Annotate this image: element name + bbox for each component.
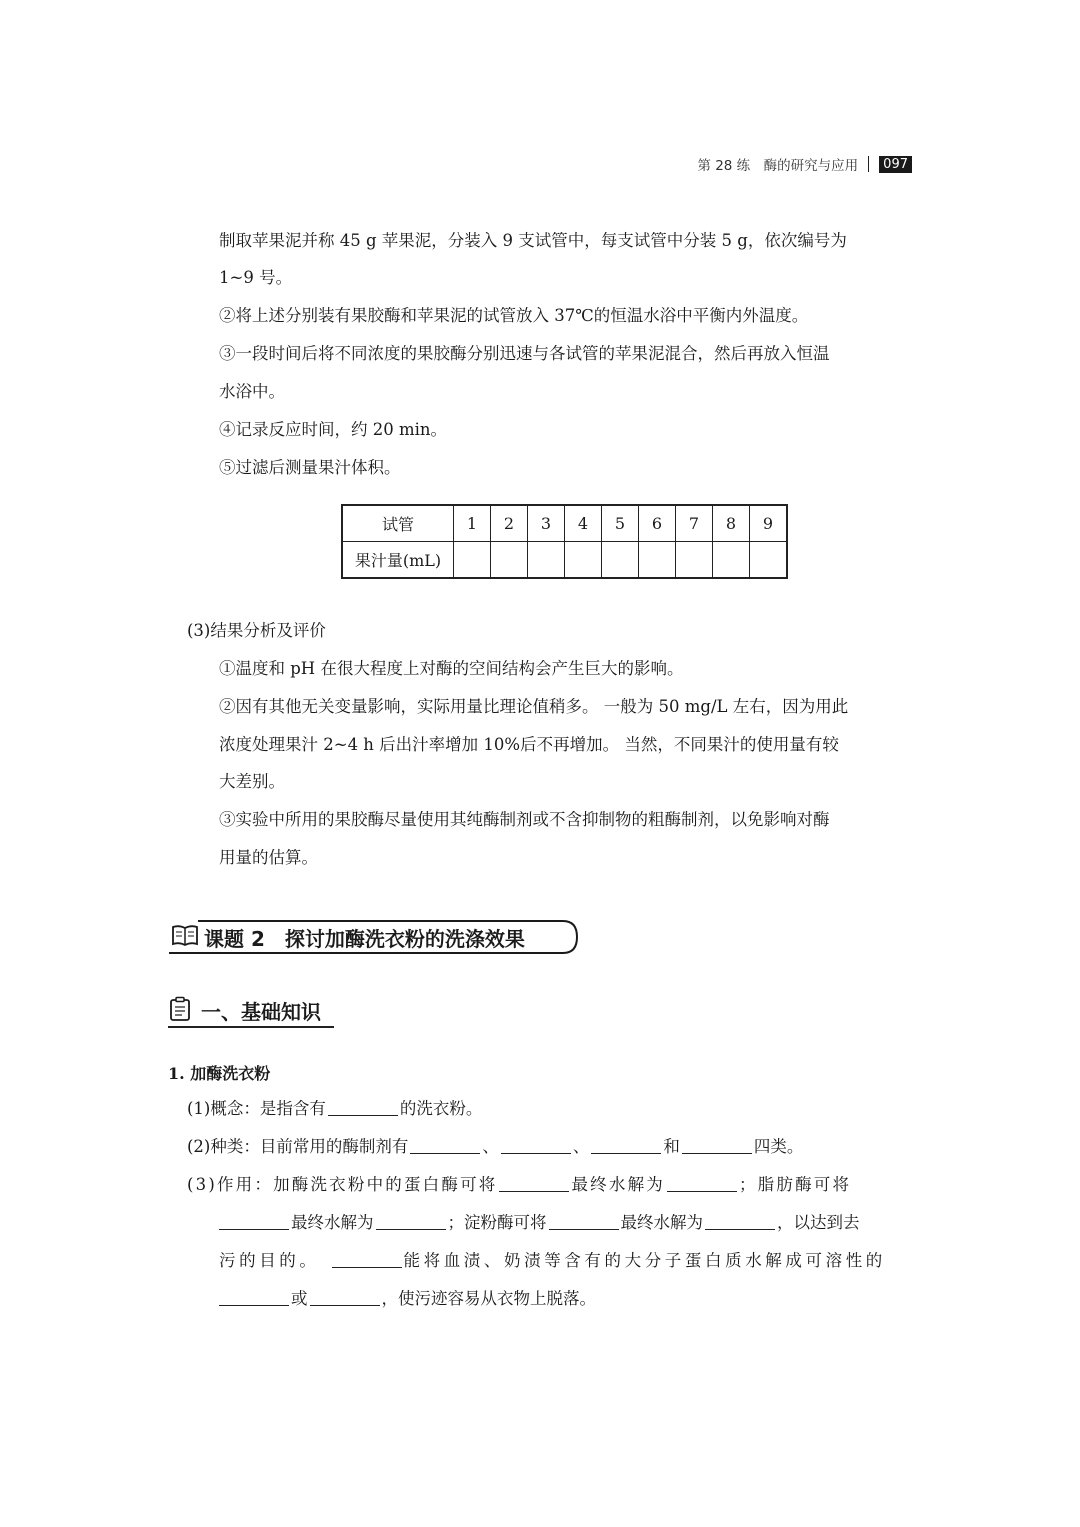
- empty-cell: [602, 542, 639, 579]
- q3-text: 或: [291, 1289, 308, 1308]
- tube-number: 5: [602, 505, 639, 542]
- empty-cell: [676, 542, 713, 579]
- q3-text: (3)作用：加酶洗衣粉中的蛋白酶可将: [187, 1175, 498, 1194]
- step-2: ②将上述分别装有果胶酶和苹果泥的试管放入 37℃的恒温水浴中平衡内外温度。: [219, 306, 809, 325]
- answer-blank[interactable]: [591, 1152, 661, 1154]
- empty-cell: [639, 542, 676, 579]
- empty-cell: [713, 542, 750, 579]
- q3-text: 污的目的。: [219, 1251, 320, 1270]
- step-line-1: 制取苹果泥并称 45 g 苹果泥，分装入 9 支试管中，每支试管中分装 5 g，依次编号为: [219, 231, 847, 250]
- tube-number: 6: [639, 505, 676, 542]
- page-number: 097: [879, 156, 912, 173]
- q2-and: 和: [663, 1137, 680, 1156]
- empty-cell: [565, 542, 602, 579]
- answer-blank[interactable]: [705, 1228, 775, 1230]
- analysis-point-3-line-1: ③实验中所用的果胶酶尽量使用其纯酶制剂或不含抑制物的粗酶制剂，以免影响对酶: [219, 810, 830, 829]
- juice-volume-table: [341, 504, 788, 579]
- table-header-row: [342, 505, 787, 542]
- analysis-point-2-line-1: ②因有其他无关变量影响，实际用量比理论值稍多。 一般为 50 mg/L 左右，因为用此: [219, 697, 849, 716]
- q3-text: ；淀粉酶可将: [447, 1213, 547, 1232]
- clipboard-icon: [169, 996, 191, 1022]
- analysis-point-1: ①温度和 pH 在很大程度上对酶的空间结构会产生巨大的影响。: [219, 659, 684, 678]
- question-3-line-4: [219, 1289, 596, 1309]
- answer-blank[interactable]: [682, 1152, 752, 1154]
- answer-blank[interactable]: [410, 1152, 480, 1154]
- answer-blank[interactable]: [310, 1304, 380, 1306]
- step-line-2: 1~9 号。: [219, 268, 293, 287]
- question-3-line-3: [219, 1251, 886, 1271]
- tube-number: 3: [528, 505, 565, 542]
- open-book-icon: [171, 924, 199, 948]
- question-3-line-2: [219, 1213, 860, 1233]
- analysis-point-2-line-3: 大差别。: [219, 772, 285, 791]
- q3-text: ，以达到去: [777, 1213, 860, 1232]
- tube-number: 8: [713, 505, 750, 542]
- q3-text: 最终水解为: [571, 1175, 665, 1194]
- answer-blank[interactable]: [667, 1190, 737, 1192]
- answer-blank[interactable]: [332, 1266, 402, 1268]
- section-heading: [168, 996, 321, 1025]
- empty-cell: [454, 542, 491, 579]
- answer-blank[interactable]: [219, 1228, 289, 1230]
- tube-number: 9: [750, 505, 788, 542]
- table-data-row: [342, 542, 787, 579]
- answer-blank[interactable]: [549, 1228, 619, 1230]
- question-2: [187, 1137, 803, 1157]
- step-5: ⑤过滤后测量果汁体积。: [219, 458, 401, 477]
- answer-blank[interactable]: [328, 1114, 398, 1116]
- step-3-line-1: ③一段时间后将不同浓度的果胶酶分别迅速与各试管的苹果泥混合，然后再放入恒温: [219, 344, 830, 363]
- answer-blank[interactable]: [499, 1190, 569, 1192]
- q3-text: 能将血渍、奶渍等含有的大分子蛋白质水解成可溶性的: [403, 1251, 886, 1270]
- tube-number: 7: [676, 505, 713, 542]
- step-3-line-2: 水浴中。: [219, 382, 285, 401]
- answer-blank[interactable]: [501, 1152, 571, 1154]
- tube-number: 1: [454, 505, 491, 542]
- tube-number: 2: [491, 505, 528, 542]
- q2-sep: 、: [482, 1137, 499, 1156]
- question-3-line-1: [187, 1175, 851, 1195]
- analysis-point-2-line-2: 浓度处理果汁 2~4 h 后出汁率增加 10%后不再增加。 当然，不同果汁的使用量有较: [219, 735, 839, 754]
- q1-text-end: 的洗衣粉。: [399, 1099, 483, 1118]
- answer-blank[interactable]: [219, 1304, 289, 1306]
- empty-cell: [528, 542, 565, 579]
- section-title: 一、基础知识: [201, 1000, 321, 1024]
- step-4: ④记录反应时间，约 20 min。: [219, 420, 448, 439]
- table-row-label: 果汁量(mL): [342, 542, 454, 579]
- q3-text: ，使污迹容易从衣物上脱落。: [381, 1289, 596, 1308]
- question-1: [187, 1099, 482, 1119]
- empty-cell: [491, 542, 528, 579]
- header-divider: [868, 156, 869, 172]
- section-underline: [168, 1026, 334, 1028]
- q2-sep: 、: [572, 1137, 590, 1156]
- table-header-label: 试管: [342, 505, 454, 542]
- answer-blank[interactable]: [376, 1228, 446, 1230]
- q3-text: 最终水解为: [291, 1213, 374, 1232]
- empty-cell: [750, 542, 788, 579]
- analysis-title: (3)结果分析及评价: [187, 621, 326, 640]
- q2-text-end: 四类。: [753, 1137, 804, 1156]
- analysis-point-3-line-2: 用量的估算。: [219, 848, 318, 867]
- q3-text: ；脂肪酶可将: [738, 1175, 852, 1194]
- q2-text: (2)种类：目前常用的酶制剂有: [187, 1137, 409, 1156]
- running-header: [697, 154, 912, 174]
- tube-number: 4: [565, 505, 602, 542]
- chapter-title: 第 28 练 酶的研究与应用: [697, 158, 859, 174]
- q3-text: 最终水解为: [620, 1213, 703, 1232]
- topic-heading: [168, 920, 525, 954]
- item-1-title: 1. 加酶洗衣粉: [168, 1064, 271, 1083]
- topic-title: 课题 2 探讨加酶洗衣粉的洗涤效果: [204, 926, 525, 951]
- q1-text: (1)概念：是指含有: [187, 1099, 326, 1118]
